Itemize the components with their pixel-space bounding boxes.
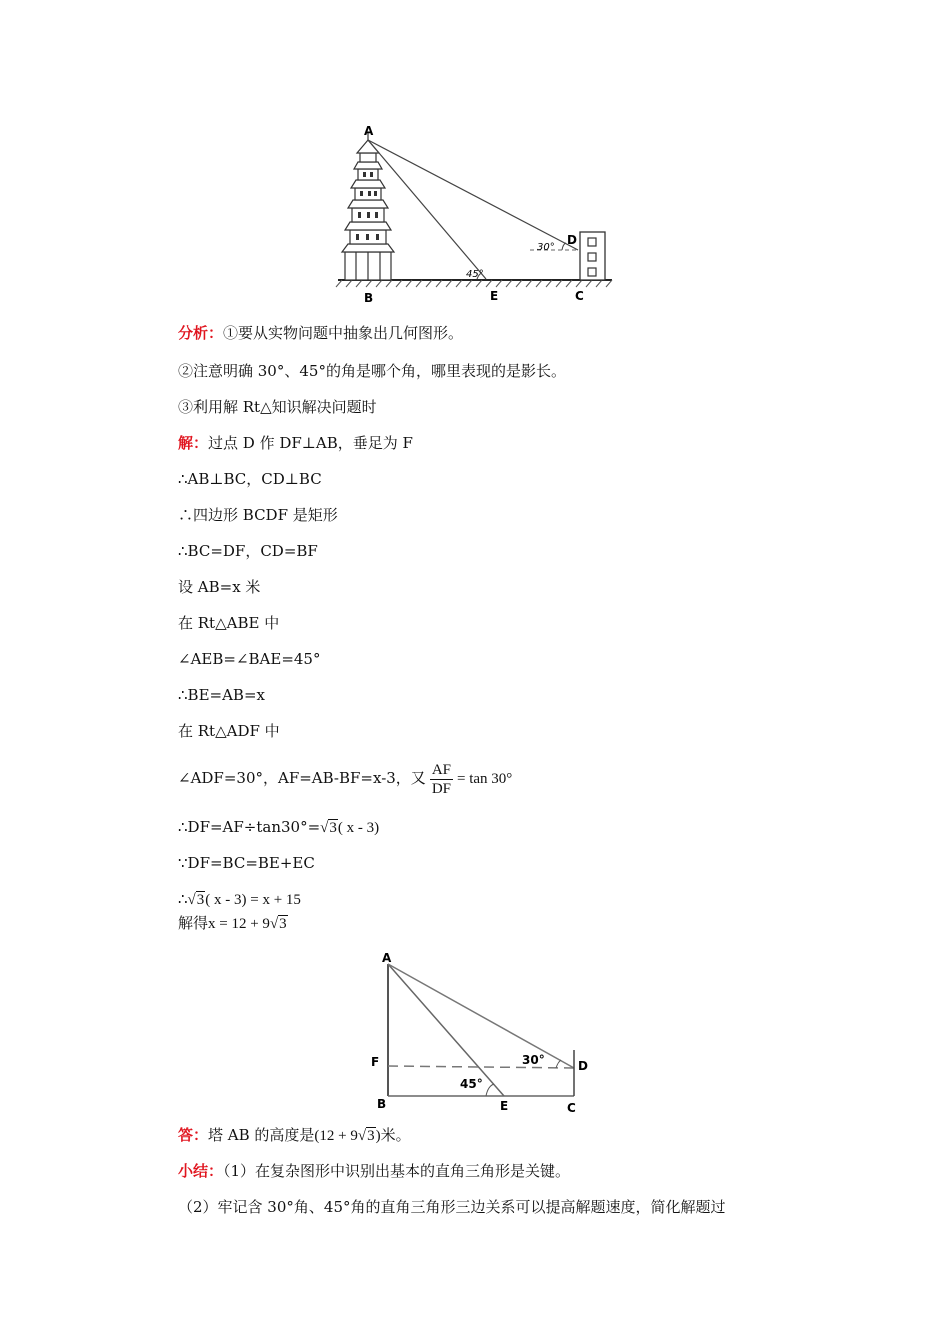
answer-line xyxy=(178,1124,411,1147)
fig1-angle-45: 45° xyxy=(466,269,484,280)
fig2-angle-30: 30° xyxy=(522,1053,545,1067)
step14-sqrt-sign: √ xyxy=(269,916,279,932)
step14-radicand: 3 xyxy=(279,916,287,932)
solution-step-3: ∴四边形 BCDF 是矩形 xyxy=(178,506,338,524)
answer-expr: (12 + 9 xyxy=(314,1128,358,1144)
step14-expr: x = 12 + 9 xyxy=(208,916,270,932)
solution-step-12: ∵DF=BC=BE+EC xyxy=(178,854,315,872)
analysis-line-1 xyxy=(178,322,463,344)
solution-step-9: 在 Rt△ADF 中 xyxy=(178,722,280,740)
fig2-label-e: E xyxy=(500,1099,509,1113)
fraction-numerator: AF xyxy=(431,761,451,778)
solution-step-11 xyxy=(178,816,379,839)
solution-text-1: 过点 D 作 DF⊥AB，垂足为 F xyxy=(208,434,413,452)
answer-sqrt-sign: √ xyxy=(357,1128,367,1144)
solution-step-2: ∴AB⊥BC，CD⊥BC xyxy=(178,470,322,488)
step10-rhs: = tan 30° xyxy=(457,771,513,787)
solution-step-6: 在 Rt△ABE 中 xyxy=(178,614,280,632)
solution-step-7: ∠AEB=∠BAE=45° xyxy=(178,650,321,668)
solution-step-10 xyxy=(178,758,512,799)
fig1-angle-30: 30° xyxy=(537,242,555,253)
solution-step-14 xyxy=(178,912,288,935)
fig1-label-d: D xyxy=(567,233,577,247)
fig2-label-b: B xyxy=(377,1097,387,1111)
summary-label: 小结： xyxy=(178,1162,224,1180)
solution-label: 解： xyxy=(178,434,209,452)
answer-radicand: 3 xyxy=(367,1128,375,1144)
step13-radicand: 3 xyxy=(196,892,205,908)
fraction-denominator: DF xyxy=(431,780,451,797)
step11-rest: ( x - 3) xyxy=(337,820,380,836)
answer-text-post: 米。 xyxy=(380,1126,411,1144)
solution-step-8: ∴BE=AB=x xyxy=(178,686,265,704)
summary-line-2: （2）牢记含 30°角、45°角的直角三角形三边关系可以提高解题速度，简化解题过 xyxy=(178,1198,726,1216)
fig1-label-e: E xyxy=(490,289,499,303)
fig2-label-c: C xyxy=(567,1101,576,1115)
step11-text: ∴DF=AF÷tan30°= xyxy=(178,818,321,836)
fig1-label-c: C xyxy=(575,289,584,303)
step13-sqrt-sign: √ xyxy=(187,892,196,908)
analysis-text-1: ①要从实物问题中抽象出几何图形。 xyxy=(223,324,464,342)
step10-text: ∠ADF=30°，AF=AB-BF=x-3，又 xyxy=(178,769,426,787)
pagoda-drawing xyxy=(342,132,394,280)
step13-prefix: ∴ xyxy=(178,890,188,908)
summary-text-1: （1）在复杂图形中识别出基本的直角三角形是关键。 xyxy=(223,1162,571,1180)
step11-sqrt-sign: √ xyxy=(320,820,329,836)
fig1-label-b: B xyxy=(364,291,374,305)
fig2-label-d: D xyxy=(578,1059,588,1073)
af-over-df-fraction xyxy=(430,761,453,798)
geometry-figure xyxy=(362,950,602,1120)
step14-text: 解得 xyxy=(178,914,209,932)
step11-radicand: 3 xyxy=(329,820,337,836)
fig2-angle-45: 45° xyxy=(460,1077,483,1091)
analysis-line-3: ③利用解 Rt△知识解决问题时 xyxy=(178,398,377,416)
answer-label: 答： xyxy=(178,1126,209,1144)
solution-step-4: ∴BC=DF，CD=BF xyxy=(178,542,318,560)
analysis-line-2: ②注意明确 30°、45°的角是哪个角，哪里表现的是影长。 xyxy=(178,362,566,380)
solution-step-1 xyxy=(178,432,413,454)
fig1-label-a: A xyxy=(364,124,374,138)
solution-step-5: 设 AB=x 米 xyxy=(178,578,261,596)
step13-rest: ( x - 3) = x + 15 xyxy=(205,892,301,908)
summary-line-1 xyxy=(178,1160,570,1182)
solution-step-13 xyxy=(178,888,301,911)
pagoda-figure xyxy=(330,122,620,307)
fig2-label-a: A xyxy=(382,951,392,965)
analysis-label: 分析： xyxy=(178,324,224,342)
answer-expr-close: ) xyxy=(375,1128,381,1144)
answer-text-pre: 塔 AB 的高度是 xyxy=(208,1126,315,1144)
fig2-label-f: F xyxy=(371,1055,380,1069)
